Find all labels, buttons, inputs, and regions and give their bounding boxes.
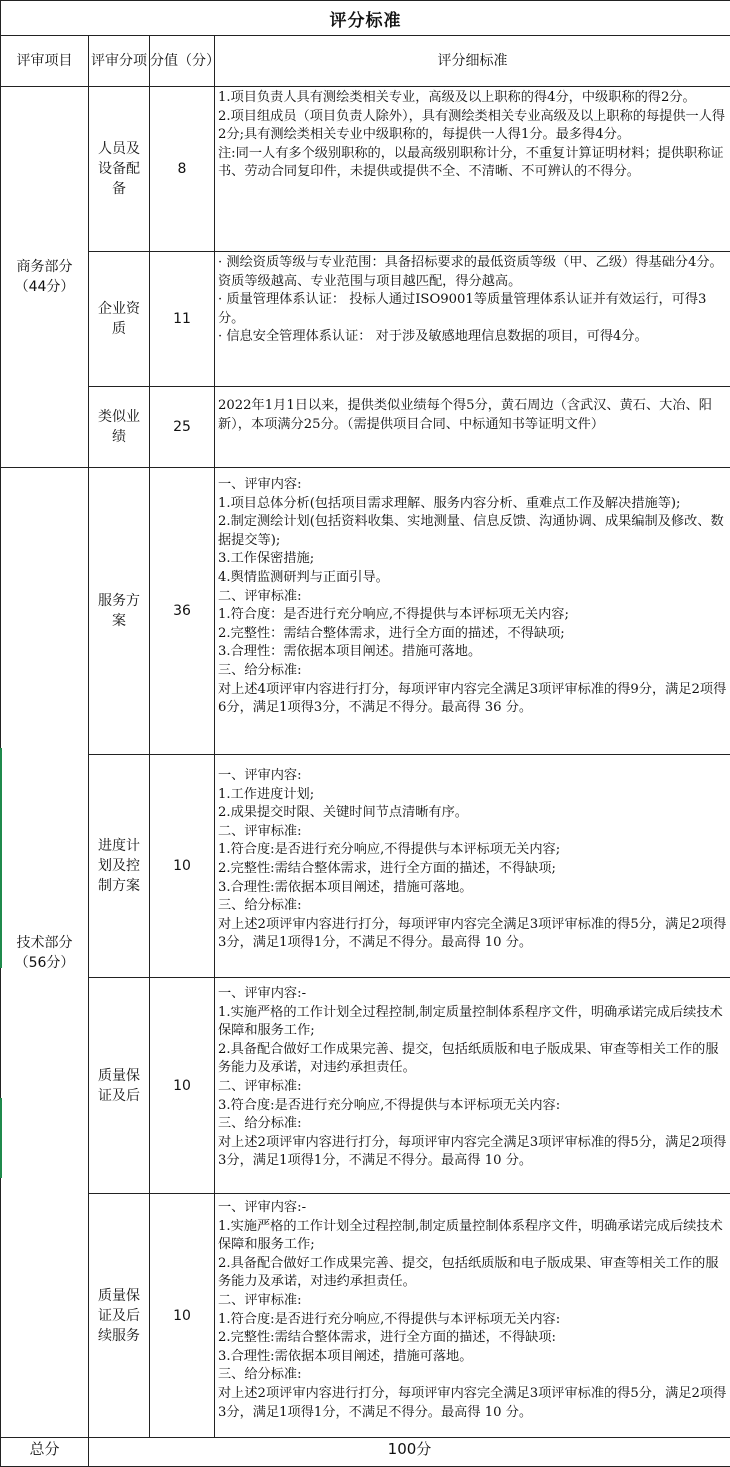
- sub-item: 企业资质: [89, 252, 150, 387]
- score-value: 8: [150, 87, 215, 252]
- sub-item: 质量保证及后续服务: [89, 1194, 150, 1438]
- detail-line: 3.合理性:需依据本项目阐述，措施可落地。: [218, 1348, 727, 1367]
- table-row: [1, 252, 730, 387]
- score-value: 11: [150, 252, 215, 387]
- detail-cell: [215, 755, 730, 978]
- total-label: 总分: [1, 1438, 89, 1467]
- detail-cell: [215, 387, 730, 468]
- detail-line: 1.工作进度计划;: [218, 786, 727, 805]
- detail-line: · 测绘资质等级与专业范围：具备招标要求的最低资质等级（甲、乙级）得基础分4分。资质等级越高、专业范围与项目越匹配，得分越高。: [218, 254, 727, 291]
- header-detail: 评分细标准: [215, 36, 730, 87]
- table-row: [1, 387, 730, 468]
- score-value: 25: [150, 387, 215, 468]
- header-score: 分值（分）: [150, 36, 215, 87]
- detail-line: 二、评审标准:: [218, 588, 727, 607]
- detail-line: 1.项目总体分析(包括项目需求理解、服务内容分析、重难点工作及解决措施等);: [218, 495, 727, 514]
- sub-item: 进度计划及控制方案: [89, 755, 150, 978]
- detail-line: 1.实施严格的工作计划全过程控制,制定质量控制体系程序文件，明确承诺完成后续技术保障和服务工作;: [218, 1004, 727, 1041]
- detail-line: 二、评审标准:: [218, 823, 727, 842]
- header-sub: 评审分项: [89, 36, 150, 87]
- sub-item: 类似业绩: [89, 387, 150, 468]
- detail-line: 对上述4项评审内容进行打分，每项评审内容完全满足3项评审标准的得9分，满足2项得6分，满足1项得3分，不满足不得分。最高得 36 分。: [218, 681, 727, 718]
- detail-line: 二、评审标准:: [218, 1078, 727, 1097]
- detail-line: 三、给分标准:: [218, 1366, 727, 1385]
- table-row-total: [1, 1438, 730, 1467]
- table-title: 评分标准: [1, 1, 730, 36]
- sub-item: 服务方案: [89, 468, 150, 755]
- detail-cell: [215, 1194, 730, 1438]
- detail-line: 2.完整性：需结合整体需求，进行全方面的描述，不得缺项;: [218, 625, 727, 644]
- detail-cell: [215, 87, 730, 252]
- table-row: [1, 87, 730, 252]
- detail-line: 三、给分标准:: [218, 897, 727, 916]
- detail-line: 2.具备配合做好工作成果完善、提交，包括纸质版和电子版成果、审查等相关工作的服务能力及承诺，对违约承担责任。: [218, 1255, 727, 1292]
- green-edge-marker: [0, 748, 2, 968]
- score-value: 10: [150, 1194, 215, 1438]
- detail-line: 2.具备配合做好工作成果完善、提交，包括纸质版和电子版成果、审查等相关工作的服务能力及承诺，对违约承担责任。: [218, 1041, 727, 1078]
- detail-line: 1.符合度:是否进行充分响应,不得提供与本评标项无关内容:: [218, 1311, 727, 1330]
- detail-line: 1.符合度：是否进行充分响应,不得提供与本评标项无关内容;: [218, 606, 727, 625]
- detail-line: 3.合理性：需依据本项目阐述。措施可落地。: [218, 643, 727, 662]
- detail-line: 一、评审内容:-: [218, 1199, 727, 1218]
- detail-line: 三、给分标准:: [218, 1115, 727, 1134]
- detail-line: 2.制定测绘计划(包括资料收集、实地测量、信息反馈、沟通协调、成果编制及修改、数据提交等);: [218, 513, 727, 550]
- score-value: 10: [150, 978, 215, 1194]
- table-row: [1, 1194, 730, 1438]
- detail-line: 4.舆情监测研判与正面引导。: [218, 569, 727, 588]
- detail-line: 对上述2项评审内容进行打分，每项评审内容完全满足3项评审标准的得5分，满足2项得3分，满足1项得1分，不满足不得分。最高得 10 分。: [218, 916, 727, 953]
- detail-line: 2.成果提交时限、关键时间节点清晰有序。: [218, 804, 727, 823]
- category-technical: 技术部分（56分）: [1, 468, 89, 1438]
- detail-line: · 信息安全管理体系认证： 对于涉及敏感地理信息数据的项目，可得4分。: [218, 328, 727, 347]
- detail-line: 2022年1月1日以来，提供类似业绩每个得5分，黄石周边（含武汉、黄石、大冶、阳新），本项满分25分。（需提供项目合同、中标通知书等证明文件）: [218, 397, 727, 434]
- detail-line: 对上述2项评审内容进行打分，每项评审内容完全满足3项评审标准的得5分，满足2项得3分，满足1项得1分，不满足不得分。最高得 10 分。: [218, 1385, 727, 1422]
- score-value: 36: [150, 468, 215, 755]
- detail-line: · 质量管理体系认证： 投标人通过ISO9001等质量管理体系认证并有效运行，可得3分。: [218, 291, 727, 328]
- score-value: 10: [150, 755, 215, 978]
- detail-line: 二、评审标准:: [218, 1292, 727, 1311]
- detail-cell: [215, 468, 730, 755]
- detail-line: 2.项目组成员（项目负责人除外），具有测绘类相关专业高级及以上职称的每提供一人得2分;具有测绘类相关专业中级职称的，每提供一人得1分。最多得4分。: [218, 108, 727, 145]
- green-edge-marker: [0, 1098, 2, 1178]
- detail-line: 对上述2项评审内容进行打分，每项评审内容完全满足3项评审标准的得5分，满足2项得3分，满足1项得1分，不满足不得分。最高得 10 分。: [218, 1134, 727, 1171]
- detail-line: 1.符合度:是否进行充分响应,不得提供与本评标项无关内容;: [218, 841, 727, 860]
- sub-item: 质量保证及后: [89, 978, 150, 1194]
- table-row: [1, 978, 730, 1194]
- detail-cell: [215, 252, 730, 387]
- detail-line: 一、评审内容:-: [218, 985, 727, 1004]
- sub-item: 人员及设备配备: [89, 87, 150, 252]
- detail-line: 2.完整性:需结合整体需求，进行全方面的描述，不得缺项;: [218, 860, 727, 879]
- detail-line: 一、评审内容:: [218, 476, 727, 495]
- detail-line: 三、给分标准:: [218, 662, 727, 681]
- detail-line: 2.完整性:需结合整体需求，进行全方面的描述，不得缺项:: [218, 1329, 727, 1348]
- detail-cell: [215, 978, 730, 1194]
- detail-line: 一、评审内容:: [218, 767, 727, 786]
- detail-line: 1.实施严格的工作计划全过程控制,制定质量控制体系程序文件，明确承诺完成后续技术保障和服务工作;: [218, 1218, 727, 1255]
- total-value: 100分: [89, 1438, 730, 1467]
- header-item: 评审项目: [1, 36, 89, 87]
- table-row: [1, 755, 730, 978]
- detail-line: 注:同一人有多个级别职称的，以最高级别职称计分，不重复计算证明材料；提供职称证书、劳动合同复印件，未提供或提供不全、不清晰、不可辨认的不得分。: [218, 145, 727, 182]
- table-row: [1, 468, 730, 755]
- detail-line: 3.符合度:是否进行充分响应,不得提供与本评标项无关内容:: [218, 1097, 727, 1116]
- category-business: 商务部分（44分）: [1, 87, 89, 468]
- detail-line: 3.工作保密措施;: [218, 550, 727, 569]
- detail-line: 1.项目负责人具有测绘类相关专业，高级及以上职称的得4分，中级职称的得2分。: [218, 89, 727, 108]
- detail-line: 3.合理性:需依据本项目阐述，措施可落地。: [218, 879, 727, 898]
